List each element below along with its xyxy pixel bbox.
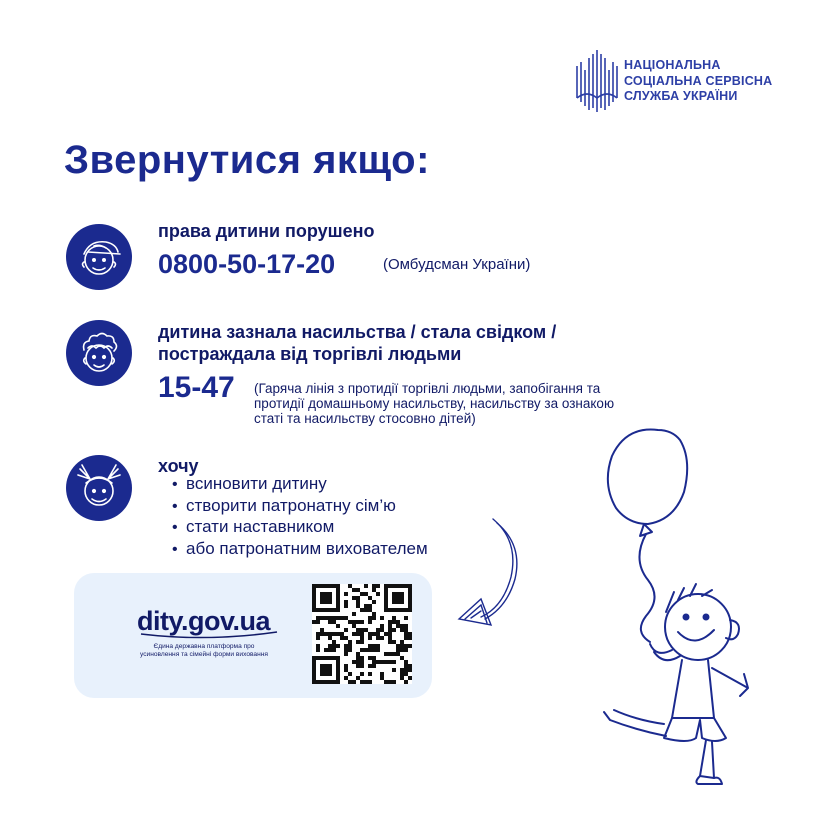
underline-swoosh-icon: [137, 628, 287, 642]
wish-list: [172, 474, 428, 560]
site-tagline: [121, 643, 287, 659]
child-curly-face-icon: [66, 320, 132, 386]
tagline-line: Єдина державна платформа про: [153, 643, 255, 650]
tagline-line: усиновлення та сімейні форми виховання: [140, 651, 268, 658]
logo-line: СОЦІАЛЬНА СЕРВІСНА: [624, 73, 773, 88]
site-link[interactable]: dity.gov.ua: [137, 606, 271, 636]
phone-number[interactable]: 0800-50-17-20: [158, 249, 336, 279]
page-title: Звернутися якщо:: [64, 138, 430, 182]
list-item: • стати наставником: [172, 517, 428, 539]
child-cap-face-icon: [66, 224, 132, 290]
phone-number[interactable]: 15-47: [158, 371, 235, 404]
logo-line: НАЦІОНАЛЬНА: [624, 58, 721, 72]
block-title: права дитини порушено: [158, 221, 375, 241]
block-title-line: постраждала від торгівлі людьми: [158, 344, 462, 364]
block-title: хочу: [158, 456, 199, 476]
logo-text: [624, 58, 772, 105]
child-with-balloon-drawing: [450, 420, 820, 820]
logo-line: СЛУЖБА УКРАЇНИ: [624, 89, 738, 103]
list-item: • всиновити дитину: [172, 474, 428, 496]
trident-emblem-icon: [575, 48, 619, 114]
block-title-line: дитина зазнала насильства / стала свідком /: [158, 322, 557, 342]
phone-note-line: статі та насильству стосовно дітей): [254, 411, 476, 426]
phone-note-line: (Гаряча лінія з протидії торгівлі людьми, запобігання та: [254, 381, 601, 396]
qr-code[interactable]: [312, 584, 412, 684]
block-title: [158, 321, 556, 365]
phone-note: (Омбудсман України): [383, 256, 531, 273]
girl-face-icon: [66, 455, 132, 521]
list-item: • створити патронатну сім’ю: [172, 496, 428, 518]
phone-note-line: протидії домашньому насильству, насильству за ознакою: [254, 396, 615, 411]
list-item: • або патронатним вихователем: [172, 539, 428, 561]
